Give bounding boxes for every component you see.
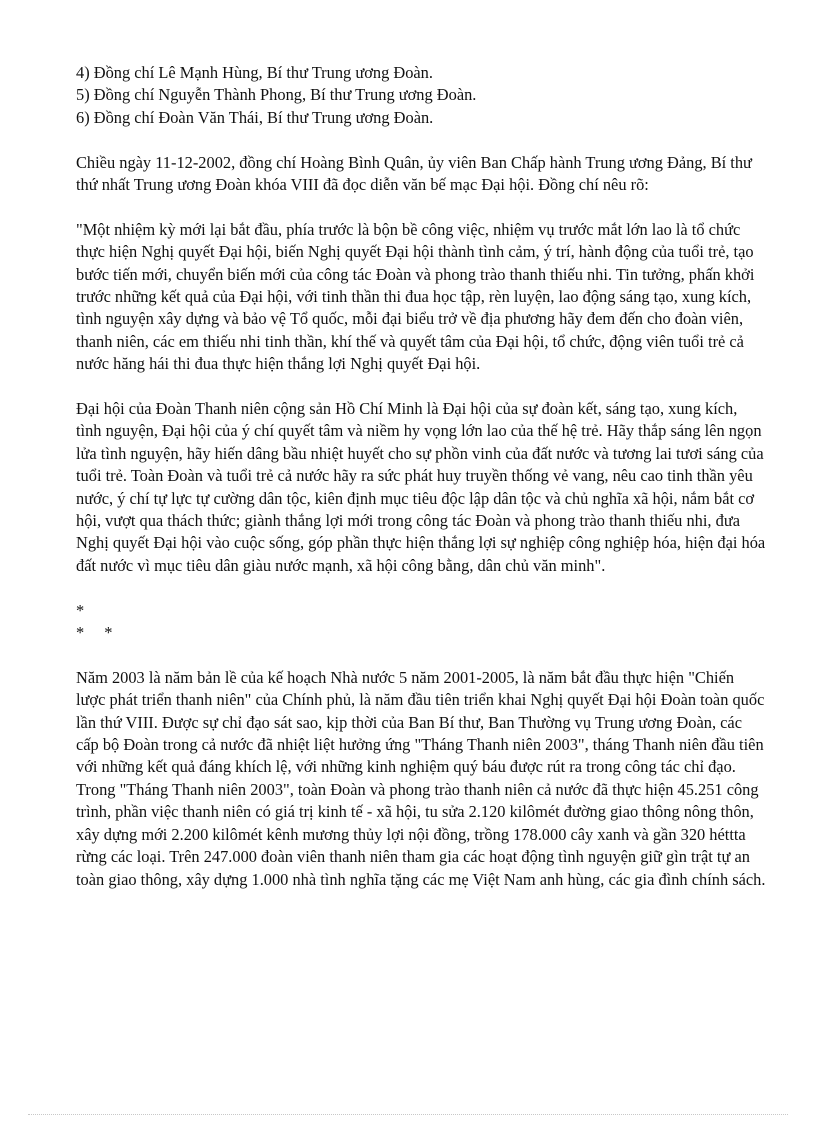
- list-item-5: 5) Đồng chí Nguyễn Thành Phong, Bí thư Trung ương Đoàn.: [76, 85, 477, 105]
- separator-star: *: [104, 623, 113, 643]
- page-bottom-rule: [28, 1114, 788, 1115]
- separator-star: *: [76, 600, 85, 620]
- paragraph-closing-speech-intro: Chiều ngày 11-12-2002, đồng chí Hoàng Bình Quân, ủy viên Ban Chấp hành Trung ương Đảng, Bí thư thứ nhất Trung ương Đoàn khóa VIII đã đọc diễn văn bế mạc Đại hội. Đồng chí nêu rõ:: [76, 152, 752, 195]
- list-item-4: 4) Đồng chí Lê Mạnh Hùng, Bí thư Trung ương Đoàn.: [76, 63, 433, 82]
- paragraph-youth-month-2003: Năm 2003 là năm bản lề của kế hoạch Nhà nước 5 năm 2001-2005, là năm bắt đầu thực hiện "Chiến lược phát triển thanh niên" của Chính phủ, là năm đầu tiên triển khai Nghị quyết Đại hội Đoàn toàn quốc lần thứ VIII. Được sự chỉ đạo sát sao, kịp thời của Ban Bí thư, Ban Thường vụ Trung ương Đoàn, các cấp bộ Đoàn trong cả nước đã nhiệt liệt hưởng ứng "Tháng Thanh niên 2003", tháng Thanh niên đầu tiên với những kết quả đáng khích lệ, với những kinh nghiệm quý báu được rút ra trong công tác chỉ đạo. Trong "Tháng Thanh niên 2003", toàn Đoàn và phong trào thanh niên cả nước đã thực hiện 45.251 công trình, phần việc thanh niên có giá trị kinh tế - xã hội, tu sửa 2.120 kilômét đường giao thông nông thôn, xây dựng mới 2.200 kilômét kênh mương thủy lợi nội đồng, trồng 178.000 cây xanh và gần 320 héttta rừng các loại. Trên 247.000 đoàn viên thanh niên tham gia các hoạt động tình nguyện giữ gìn trật tự an toàn giao thông, xây dựng 1.000 nhà tình nghĩa tặng các mẹ Việt Nam anh hùng, các gia đình chính sách.: [76, 667, 766, 889]
- separator-line-2: [76, 622, 766, 644]
- section-separator: [76, 600, 766, 645]
- paragraph-quote-congress: Đại hội của Đoàn Thanh niên cộng sản Hồ Chí Minh là Đại hội của sự đoàn kết, sáng tạo, xung kích, tình nguyện, Đại hội của ý chí quyết tâm và niềm hy vọng lớn lao của thế hệ trẻ. Hãy thắp sáng lên ngọn lửa tình nguyện, hãy hiến dâng bầu nhiệt huyết cho sự phồn vinh của đất nước và tương lai tươi sáng của tuổi trẻ. Toàn Đoàn và tuổi trẻ cả nước hãy ra sức phát huy truyền thống vẻ vang, nêu cao tinh thần yêu nước, ý chí tự lực tự cường dân tộc, kiên định mục tiêu độc lập dân tộc và chủ nghĩa xã hội, nắm bắt cơ hội, vượt qua thách thức; giành thắng lợi mới trong công tác Đoàn và phong trào thanh thiếu nhi, đưa Nghị quyết Đại hội vào cuộc sống, góp phần thực hiện thắng lợi sự nghiệp công nghiệp hóa, hiện đại hóa đất nước vì mục tiêu dân giàu nước mạnh, xã hội công bằng, dân chủ văn minh".: [76, 399, 766, 575]
- separator-line-1: [76, 600, 766, 622]
- separator-star: *: [76, 623, 85, 643]
- document-body: [76, 62, 766, 891]
- list-item-6: 6) Đồng chí Đoàn Văn Thái, Bí thư Trung ương Đoàn.: [76, 107, 434, 127]
- paragraph-quote-new-term: "Một nhiệm kỳ mới lại bắt đầu, phía trước là bộn bề công việc, nhiệm vụ trước mắt lớn lao là tổ chức thực hiện Nghị quyết Đại hội, biến Nghị quyết Đại hội thành tình cảm, ý trí, hành động của tuổi trẻ, tạo bước tiến mới, chuyển biến mới của công tác Đoàn và phong trào thanh thiếu nhi. Tin tưởng, phấn khởi trước những kết quả của Đại hội, với tinh thần thi đua học tập, rèn luyện, lao động sáng tạo, xung kích, tình nguyện xây dựng và bảo vệ Tổ quốc, mỗi đại biểu trở về địa phương hãy đem đến cho đoàn viên, thanh niên, các em thiếu nhi tinh thần, khí thế và quyết tâm của Đại hội, tổ chức, động viên tuổi trẻ cả nước hăng hái thi đua thực hiện thắng lợi Nghị quyết Đại hội.: [76, 219, 755, 374]
